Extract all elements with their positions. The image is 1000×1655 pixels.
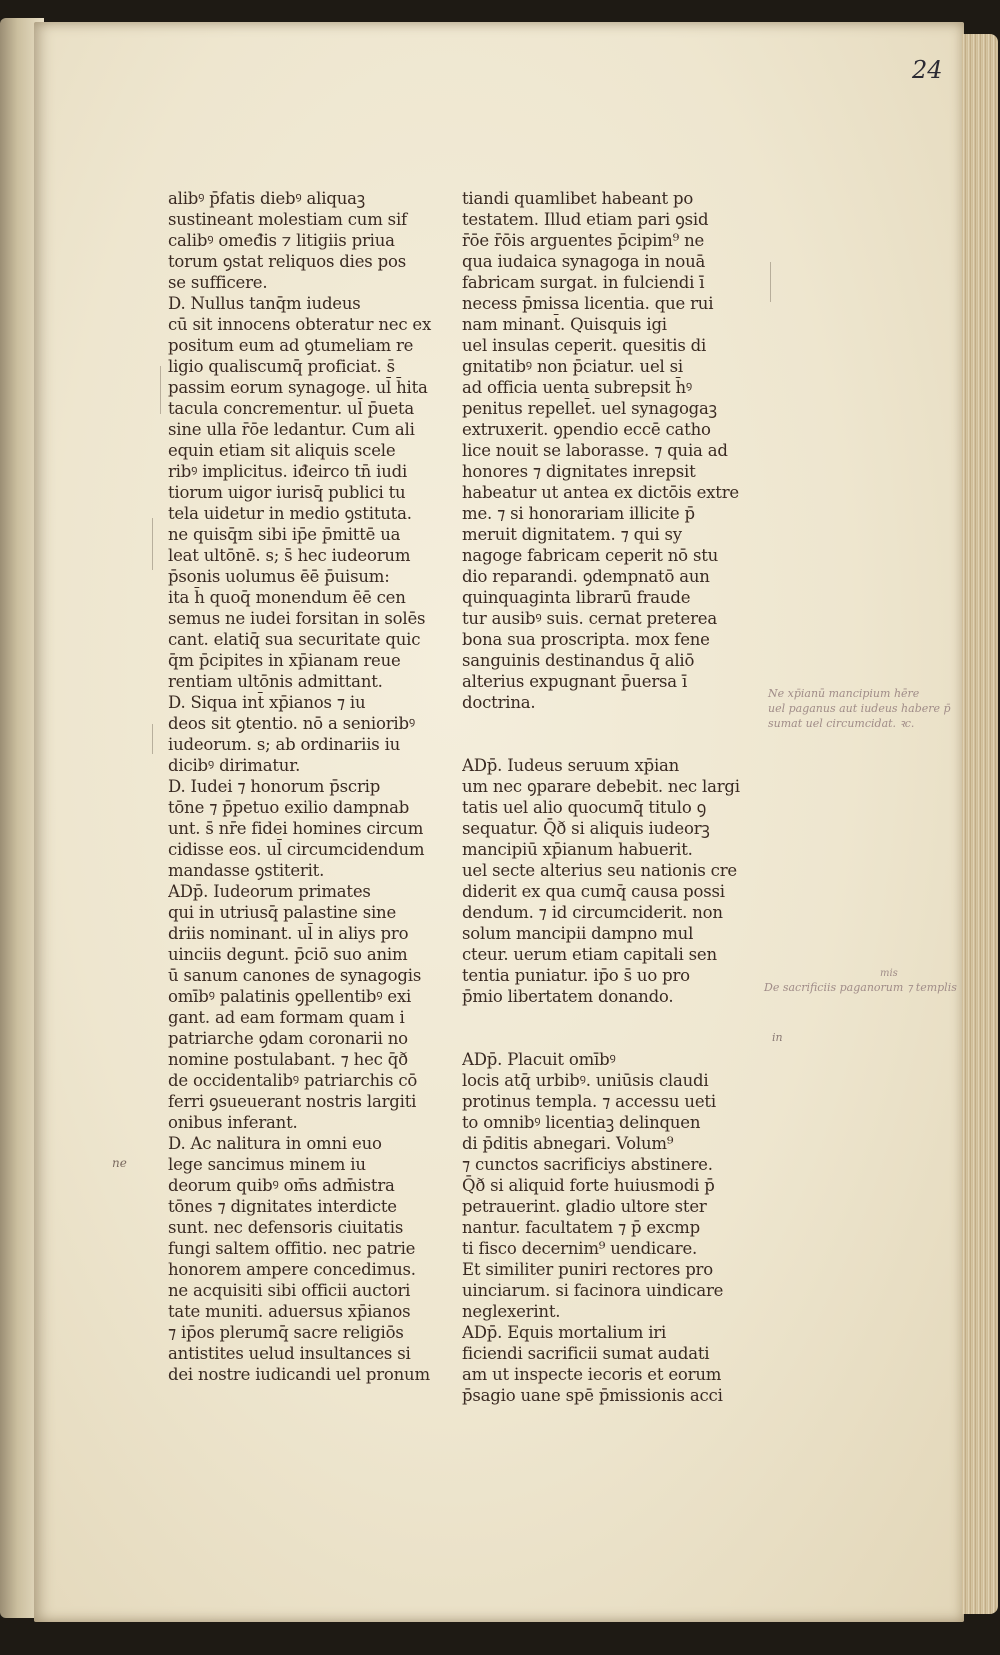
page-stack-edges (962, 34, 998, 1614)
text-line: onibus inferant. (168, 1113, 298, 1132)
text-line: fabricam surgat. in fulciendi ī (462, 273, 705, 292)
text-line: ⁊ cunctos sacrificiys abstinere. (462, 1155, 713, 1174)
text-line: tate muniti. aduersus xp̄ianos (168, 1302, 411, 1321)
text-line: nantur. facultatem ⁊ p̄ excmp (462, 1218, 700, 1237)
text-line: p̄sonis uolumus ēē p̄uisum: (168, 567, 390, 586)
text-line: unt. s̄ nr̄e fidei homines circum (168, 819, 424, 838)
text-line: uel secte alterius seu nationis cre (462, 861, 737, 880)
text-line: ficiendi sacrificii sumat audati (462, 1344, 710, 1363)
text-line: tōne ⁊ p̄petuo exilio dampnab (168, 798, 410, 817)
text-line: rentiam ultōnis admittant. (168, 672, 383, 691)
column-gap (462, 713, 752, 755)
text-line: lice nouit se laborasse. ⁊ quia ad (462, 441, 728, 460)
text-line: D. Ac nalitura in omni euo (168, 1134, 382, 1153)
text-line: ADp̄. Iudeorum primates (168, 882, 371, 901)
text-line: D. Siqua int̄ xp̄ianos ⁊ iu (168, 693, 366, 712)
text-line: am ut inspecte iecoris et eorum (462, 1365, 722, 1384)
text-line: nagoge fabricam ceperit nō stu (462, 546, 719, 565)
text-line: ū sanum canones de synagogis (168, 966, 422, 985)
text-line: lege sancimus minem iu (168, 1155, 366, 1174)
text-line: di p̄ditis abnegari. Volum⁹ (462, 1134, 674, 1153)
text-line: doctrina. (462, 693, 536, 712)
text-line: calibꝰ omeđis ⁊ litigiis priua (168, 231, 395, 250)
text-line: protinus templa. ⁊ accessu ueti (462, 1092, 716, 1111)
text-line: ligio qualiscumq̄ proficiat. s̄ (168, 357, 395, 376)
text-line: alibꝰ p̄fatis diebꝰ aliquaꝫ (168, 189, 365, 208)
text-line: nam minant̄. Quisquis igi (462, 315, 667, 334)
text-line: tentia puniatur. ip̄o s̄ uo pro (462, 966, 690, 985)
text-line: patriarche ꝯdam coronarii no (168, 1029, 408, 1048)
text-line: tacula concrementur. ul̄ p̄ueta (168, 399, 415, 418)
text-line: sunt. nec defensoris ciuitatis (168, 1218, 404, 1237)
text-line: ADp̄. Equis mortalium iri (462, 1323, 667, 1342)
text-line: passim eorum synagoge. ul̄ h̄ita (168, 378, 428, 397)
text-line: p̄mio libertatem donando. (462, 987, 674, 1006)
marginal-note-3: in (772, 1031, 783, 1044)
text-line: se sufficere. (168, 273, 268, 292)
text-line: sustineant molestiam cum sif (168, 210, 407, 229)
text-line: driis nominant. ul̄ in aliys pro (168, 924, 409, 943)
column-gap (462, 1007, 752, 1049)
text-line: honores ⁊ dignitates inrepsit (462, 462, 696, 481)
text-line: bona sua proscripta. mox fene (462, 630, 710, 649)
text-line: ita h̄ quoq̄ monendum ēē cen (168, 588, 406, 607)
text-line: tela uidetur in medio ꝯstituta. (168, 504, 412, 523)
text-line: ⁊ ip̄os plerumq̄ sacre religiōs (168, 1323, 404, 1342)
text-line: dendum. ⁊ id circumciderit. non (462, 903, 723, 922)
text-column-right (462, 188, 752, 1406)
text-line: dei nostre iudicandi uel pronum (168, 1365, 430, 1384)
text-line: q̄m p̄cipites in xp̄ianam reue (168, 651, 401, 670)
folio-number: 24 (912, 56, 943, 84)
text-column-left (168, 188, 450, 1385)
text-line: D. Iudei ⁊ honorum p̄scrip (168, 777, 381, 796)
text-line: me. ⁊ si honorariam illicite p̄ (462, 504, 695, 523)
text-line: r̄ōe r̄ōis arguentes p̄cipim⁹ ne (462, 231, 705, 250)
text-line: qui in utriusq̄ palastine sine (168, 903, 397, 922)
text-line: extruxerit. ꝯpendio eccē catho (462, 420, 711, 439)
text-line: Et similiter puniri rectores pro (462, 1260, 713, 1279)
text-line: omībꝰ palatinis ꝯpellentibꝰ exi (168, 987, 412, 1006)
marginal-note-line: Ne xp̄ianū mancipium hēre (768, 687, 920, 700)
text-line: qua iudaica synagoga in nouā (462, 252, 706, 271)
text-line: gant. ad eam formam quam i (168, 1008, 405, 1027)
text-line: uinciis degunt. p̄ciō suo anim (168, 945, 408, 964)
text-line: semus ne iudei forsitan in solēs (168, 609, 426, 628)
text-line: tur ausibꝰ suis. cernat preterea (462, 609, 717, 628)
text-line: equin etiam sit aliquis scele (168, 441, 396, 460)
text-line: cū sit innocens obteratur nec ex (168, 315, 432, 334)
text-line: cteur. uerum etiam capitali sen (462, 945, 717, 964)
text-line: dio reparandi. ꝯdempnatō aun (462, 567, 710, 586)
text-line: antistites uelud insultances si (168, 1344, 411, 1363)
text-line: ADp̄. Iudeus seruum xp̄ian (462, 756, 680, 775)
marginal-note-superscript: mis (880, 968, 898, 979)
marginal-note-line: uel paganus aut iudeus habere p̄ (768, 702, 951, 715)
text-line: penitus repellet̄. uel synagogaꝫ (462, 399, 717, 418)
text-line: leat ultōnē. s; s̄ hec iudeorum (168, 546, 411, 565)
text-line: meruit dignitatem. ⁊ qui sy (462, 525, 682, 544)
text-line: tatis uel alio quocumq̄ titulo ꝯ (462, 798, 707, 817)
text-line: honorem ampere concedimus. (168, 1260, 416, 1279)
pencil-mark (152, 724, 153, 754)
text-line: tōnes ⁊ dignitates interdicte (168, 1197, 397, 1216)
text-line: testatem. Illud etiam pari ꝯsid (462, 210, 709, 229)
text-line: diderit ex qua cumq̄ causa possi (462, 882, 725, 901)
text-line: mandasse ꝯstiterit. (168, 861, 325, 880)
text-line: positum eum ad ꝯtumeliam re (168, 336, 414, 355)
text-line: fungi saltem offitio. nec patrie (168, 1239, 416, 1258)
pencil-mark (770, 262, 771, 302)
text-line: quinquaginta librarū fraude (462, 588, 691, 607)
marginal-note-1 (768, 686, 951, 731)
text-line: gnitatibꝰ non p̄ciatur. uel si (462, 357, 683, 376)
text-line: iudeorum. s; ab ordinariis iu (168, 735, 401, 754)
text-line: sine ulla r̄ōe ledantur. Cum ali (168, 420, 415, 439)
text-line: mancipiū xp̄ianum habuerit. (462, 840, 693, 859)
text-line: sanguinis destinandus q̄ aliō (462, 651, 695, 670)
text-line: Q̄ð si aliquid forte huiusmodi p̄ (462, 1176, 715, 1195)
text-line: cant. elatiq̄ sua securitate quic (168, 630, 421, 649)
text-line: deos sit ꝯtentio. nō a senioribꝰ (168, 714, 415, 733)
marginal-note-line: sumat uel circumcidat. ꝛc. (768, 717, 915, 730)
text-line: solum mancipii dampno mul (462, 924, 694, 943)
text-line: ne quisq̄m sibi ip̄e p̄mittē ua (168, 525, 401, 544)
pencil-mark (152, 518, 153, 570)
text-line: dicibꝰ dirimatur. (168, 756, 301, 775)
text-line: tiorum uigor iurisq̄ publici tu (168, 483, 406, 502)
text-line: neglexerint. (462, 1302, 561, 1321)
text-line: petrauerint. gladio ultore ster (462, 1197, 707, 1216)
text-line: ne acquisiti sibi officii auctori (168, 1281, 411, 1300)
text-line: to omnibꝰ licentiaꝫ delinquen (462, 1113, 701, 1132)
marginal-note-2: De sacrificiis paganorum ⁊ templis (764, 981, 957, 994)
text-line: torum ꝯstat reliquos dies pos (168, 252, 406, 271)
text-line: uinciarum. si facinora uindicare (462, 1281, 724, 1300)
text-line: ADp̄. Placuit omībꝰ (462, 1050, 616, 1069)
text-line: alterius expugnant p̄uersa ī (462, 672, 688, 691)
text-line: tiandi quamlibet habeant po (462, 189, 694, 208)
text-line: de occidentalibꝰ patriarchis cō (168, 1071, 418, 1090)
text-line: uel insulas ceperit. quesitis di (462, 336, 707, 355)
text-line: habeatur ut antea ex dictōis extre (462, 483, 739, 502)
marginal-note-4: ne (112, 1156, 127, 1170)
text-line: locis atq̄ urbibꝰ. uniūsis claudi (462, 1071, 709, 1090)
text-line: ad officia uenta subrepsit h̄ꝰ (462, 378, 693, 397)
text-line: ti fisco decernim⁹ uendicare. (462, 1239, 698, 1258)
text-line: sequatur. Q̄ð si aliquis iudeorꝫ (462, 819, 710, 838)
text-line: ribꝰ implicitus. iđeirco tn̄ iudi (168, 462, 408, 481)
text-line: necess p̄missa licentia. que rui (462, 294, 714, 313)
text-line: nomine postulabant. ⁊ hec q̄ð (168, 1050, 408, 1069)
text-line: cidisse eos. ul̄ circumcidendum (168, 840, 425, 859)
text-line: ferri ꝯsueuerant nostris largiti (168, 1092, 417, 1111)
pencil-mark (160, 366, 161, 414)
text-line: um nec ꝯparare debebit. nec largi (462, 777, 740, 796)
text-line: p̄sagio uane spē p̄missionis acci (462, 1386, 723, 1405)
text-line: deorum quibꝰ om̄s adm̄istra (168, 1176, 395, 1195)
text-line: D. Nullus tanq̄m iudeus (168, 294, 361, 313)
